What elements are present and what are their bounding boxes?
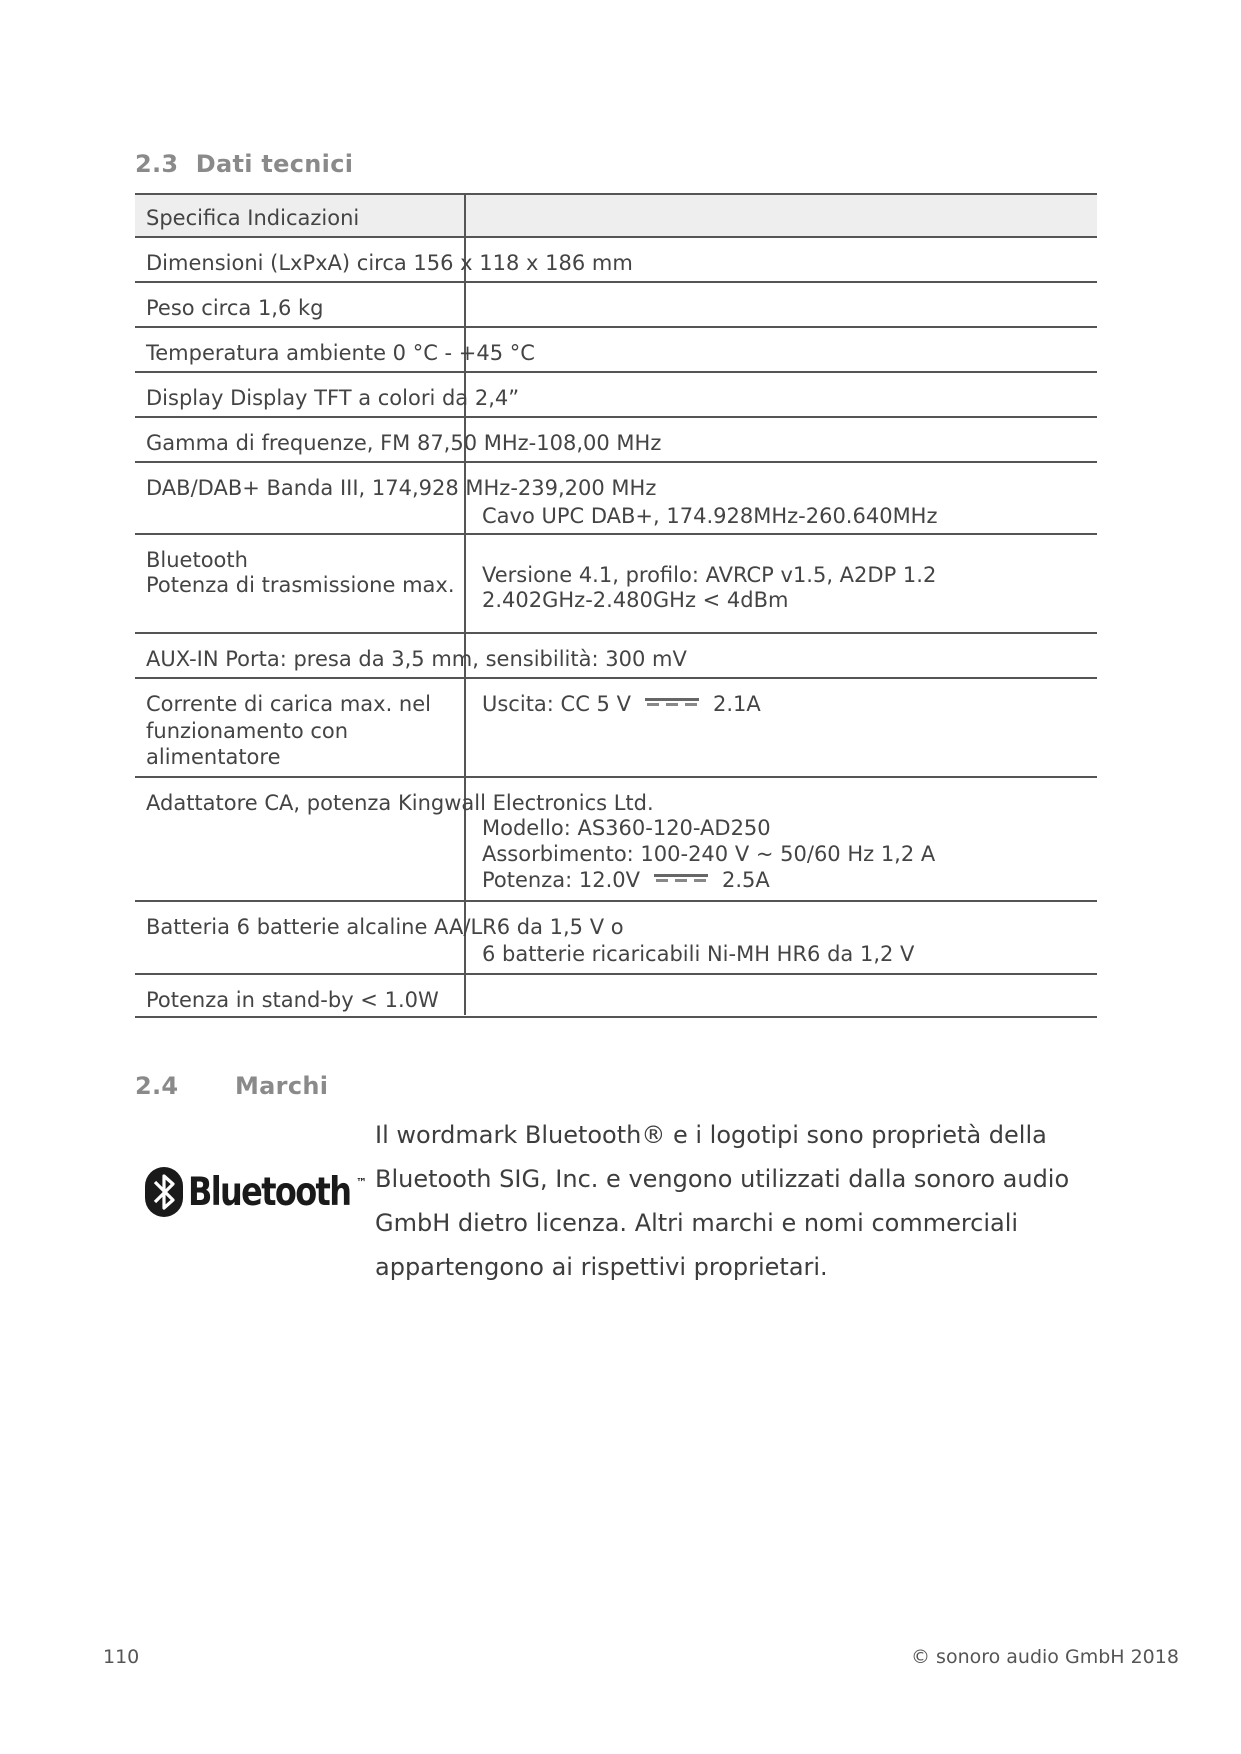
- table-row-dab-value: Cavo UPC DAB+, 174.928MHz-260.640MHz: [482, 504, 938, 528]
- table-row-ac-model: Modello: AS360-120-AD250: [482, 816, 771, 840]
- table-line: [135, 281, 1097, 283]
- table-row-charge-output: [482, 692, 761, 717]
- table-row-dimensions: Dimensioni (LxPxA) circa 156 x 118 x 186 mm: [146, 251, 633, 275]
- paragraph-line: Il wordmark Bluetooth® e i logotipi sono proprietà della: [375, 1121, 1047, 1149]
- trademark-paragraph: [375, 1113, 1095, 1289]
- section-title-marks: Marchi: [235, 1072, 329, 1100]
- table-line: [135, 533, 1097, 535]
- dc-symbol-icon: [654, 874, 708, 882]
- table-column-divider: [464, 193, 466, 1015]
- table-line: [135, 632, 1097, 634]
- table-row-charge-current-3: alimentatore: [146, 745, 281, 769]
- table-line: [135, 1016, 1097, 1018]
- table-line: [135, 677, 1097, 679]
- power-value: 2.5A: [722, 868, 770, 892]
- page-number: 110: [103, 1646, 140, 1668]
- table-line: [135, 371, 1097, 373]
- paragraph-line: Bluetooth SIG, Inc. e vengono utilizzati dalla sonoro audio: [375, 1165, 1070, 1193]
- copyright-notice: © sonoro audio GmbH 2018: [911, 1646, 1179, 1668]
- table-row-ac-input: Assorbimento: 100-240 V ~ 50/60 Hz 1,2 A: [482, 842, 936, 866]
- bluetooth-logo: [144, 1162, 367, 1222]
- table-row-bluetooth-power: Potenza di trasmissione max.: [146, 573, 455, 597]
- bluetooth-rune-icon: [144, 1166, 184, 1218]
- table-row-display: Display Display TFT a colori da 2,4”: [146, 386, 520, 410]
- table-row-ac-adapter: Adattatore CA, potenza Kingwall Electronics Ltd.: [146, 791, 654, 815]
- table-row-aux-in: AUX-IN Porta: presa da 3,5 mm, sensibilità: 300 mV: [146, 647, 687, 671]
- table-line: [135, 900, 1097, 902]
- table-row-ac-power: [482, 868, 770, 893]
- section-title: Dati tecnici: [195, 150, 354, 178]
- table-line: [135, 193, 1097, 195]
- dc-symbol-icon: [645, 698, 699, 706]
- output-value: 2.1A: [712, 692, 761, 716]
- power-label: Potenza: 12.0V: [482, 868, 640, 892]
- bluetooth-wordmark: Bluetooth: [188, 1169, 351, 1215]
- trademark-symbol: ™: [355, 1175, 367, 1189]
- section-heading-tech: [135, 150, 353, 178]
- table-row-bluetooth: Bluetooth: [146, 548, 248, 572]
- table-row-standby: Potenza in stand-by < 1.0W: [146, 988, 439, 1012]
- table-row-charge-current: Corrente di carica max. nel: [146, 692, 431, 716]
- table-row-bluetooth-freq: 2.402GHz-2.480GHz < 4dBm: [482, 588, 789, 612]
- table-line: [135, 236, 1097, 238]
- section-number: 2.3: [135, 150, 179, 178]
- table-row-battery: Batteria 6 batterie alcaline AA/LR6 da 1,5 V o: [146, 915, 624, 939]
- table-line: [135, 416, 1097, 418]
- table-line: [135, 973, 1097, 975]
- paragraph-line: GmbH dietro licenza. Altri marchi e nomi commerciali: [375, 1209, 1019, 1237]
- table-row-weight: Peso circa 1,6 kg: [146, 296, 324, 320]
- table-line: [135, 326, 1097, 328]
- output-label: Uscita: CC 5 V: [482, 692, 631, 716]
- paragraph-line: appartengono ai rispettivi proprietari.: [375, 1253, 828, 1281]
- section-number-marks: 2.4: [135, 1072, 179, 1100]
- table-header-text: Specifica Indicazioni: [146, 206, 360, 230]
- table-line: [135, 776, 1097, 778]
- table-row-charge-current-2: funzionamento con: [146, 719, 349, 743]
- table-row-dab: DAB/DAB+ Banda III, 174,928 MHz-239,200 MHz: [146, 476, 657, 500]
- table-line: [135, 461, 1097, 463]
- table-row-fm-range: Gamma di frequenze, FM 87,50 MHz-108,00 MHz: [146, 431, 662, 455]
- table-row-temperature: Temperatura ambiente 0 °C - +45 °C: [146, 341, 535, 365]
- table-row-bluetooth-version: Versione 4.1, profilo: AVRCP v1.5, A2DP 1.2: [482, 563, 937, 587]
- table-row-battery-alt: 6 batterie ricaricabili Ni-MH HR6 da 1,2 V: [482, 942, 915, 966]
